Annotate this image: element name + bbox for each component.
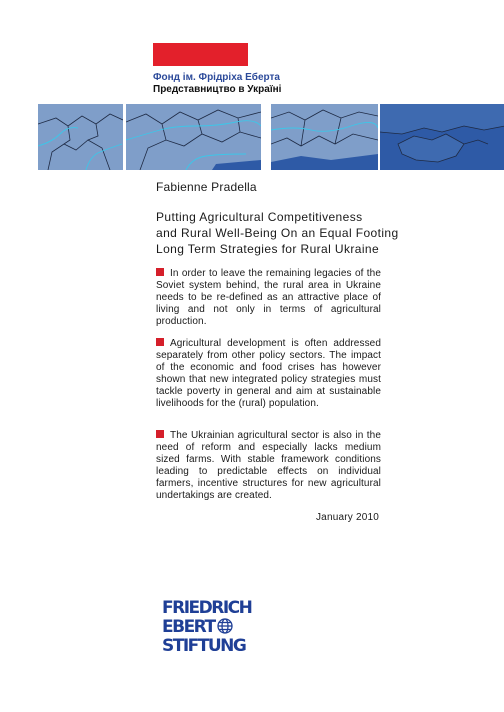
logo-line-3: STIFTUNG [162, 636, 246, 656]
foundation-name [153, 72, 281, 96]
foundation-name-line1: Фонд ім. Фрідріха Еберта [153, 72, 280, 83]
paragraph-text: Agricultural development is often addressed separately from other policy sectors. The impact of the economic and food crises has however shown that new integrated policy strategies must tackle poverty in general and aim at sustainable livelihoods for the (rural) population. [156, 338, 381, 409]
title-line: Putting Agricultural Competitiveness [156, 210, 363, 224]
map-tile-1 [38, 104, 123, 170]
paragraph-text: In order to leave the remaining legacies of the Soviet system behind, the rural area in Ukraine needs to be re-defined as an attractive place of living and not only in terms of agricultural production. [156, 268, 381, 327]
map-tile-3 [271, 104, 378, 170]
header-accent-bar [153, 43, 248, 66]
summary-paragraph-1 [156, 268, 381, 328]
red-square-bullet-icon [156, 430, 164, 438]
paragraph-text: The Ukrainian agricultural sector is also in the need of reform and especially lacks medium sized farms. With stable framework conditions leading to predictable effects on individual farmers, incentive structures for new agricultural undertakings are created. [156, 430, 381, 501]
map-tile-4 [380, 104, 504, 170]
report-title [156, 209, 456, 257]
globe-icon [218, 619, 232, 633]
red-square-bullet-icon [156, 268, 164, 276]
red-square-bullet-icon [156, 338, 164, 346]
foundation-name-line2: Представництво в Україні [153, 84, 282, 95]
summary-paragraph-2 [156, 338, 381, 410]
author-name: Fabienne Pradella [156, 180, 257, 194]
logo-line-2: EBERT [162, 617, 215, 637]
title-line: and Rural Well-Being On an Equal Footing [156, 226, 399, 240]
map-tile-2 [126, 104, 261, 170]
title-line: Long Term Strategies for Rural Ukraine [156, 242, 380, 256]
publication-date: January 2010 [315, 512, 379, 523]
summary-paragraph-3 [156, 430, 381, 502]
friedrich-ebert-stiftung-logo [162, 597, 262, 657]
logo-line-1: FRIEDRICH [162, 598, 252, 618]
